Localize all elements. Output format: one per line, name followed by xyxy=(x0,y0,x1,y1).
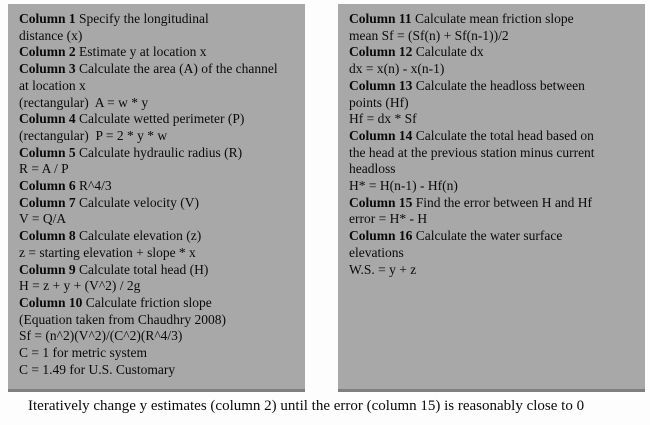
line-text: headloss xyxy=(349,161,396,177)
line-text: (rectangular) P = 2 * y * w xyxy=(19,127,168,143)
line-text: dx = x(n) - x(n-1) xyxy=(349,61,445,77)
line-text: Find the error between H and Hf xyxy=(412,194,592,210)
note-line xyxy=(19,28,297,45)
note-line xyxy=(19,44,297,61)
line-text: Calculate friction slope xyxy=(82,294,212,310)
line-text: Calculate dx xyxy=(412,44,484,60)
column-label: Column 4 xyxy=(19,111,76,127)
line-text: R = A / P xyxy=(19,161,69,177)
note-line xyxy=(19,145,297,162)
note-line xyxy=(349,61,637,78)
line-text: distance (x) xyxy=(19,27,83,43)
note-line xyxy=(19,228,297,245)
column-label: Column 12 xyxy=(349,44,413,60)
line-text: the head at the previous station minus current xyxy=(349,144,595,160)
note-line xyxy=(349,78,637,95)
line-text: Specify the longitudinal xyxy=(75,11,209,26)
column-label: Column 11 xyxy=(349,11,412,26)
line-text: H = z + y + (V^2) / 2g xyxy=(19,278,141,294)
column-label: Column 16 xyxy=(349,228,413,244)
line-text: C = 1 for metric system xyxy=(19,345,147,361)
line-text: at location x xyxy=(19,77,86,93)
column-label: Column 1 xyxy=(19,11,76,26)
note-line xyxy=(19,111,297,128)
line-text: R^4/3 xyxy=(75,178,112,194)
note-line xyxy=(349,262,637,279)
note-line xyxy=(19,211,297,228)
column-label: Column 5 xyxy=(19,144,76,160)
line-text: W.S. = y + z xyxy=(349,261,417,277)
note-line xyxy=(19,161,297,178)
line-text: V = Q/A xyxy=(19,211,67,227)
line-text: Sf = (n^2)(V^2)/(C^2)(R^4/3) xyxy=(19,328,183,344)
line-text: (Equation taken from Chaudhry 2008) xyxy=(19,311,226,327)
line-text: Calculate mean friction slope xyxy=(411,11,574,26)
note-line xyxy=(349,161,637,178)
note-line xyxy=(19,278,297,295)
line-text: H* = H(n-1) - Hf(n) xyxy=(349,178,458,194)
note-line xyxy=(19,61,297,78)
note-line xyxy=(19,245,297,262)
note-line xyxy=(349,211,637,228)
line-text: Calculate elevation (z) xyxy=(75,228,202,244)
note-line xyxy=(19,11,297,28)
line-text: C = 1.49 for U.S. Customary xyxy=(19,361,176,377)
right-notes-panel xyxy=(338,4,645,392)
note-line xyxy=(349,28,637,45)
note-line xyxy=(19,95,297,112)
note-line xyxy=(349,245,637,262)
column-label: Column 3 xyxy=(19,61,76,77)
line-text: Calculate velocity (V) xyxy=(75,194,199,210)
note-line xyxy=(349,128,637,145)
note-line xyxy=(349,95,637,112)
line-text: Calculate the total head based on xyxy=(412,127,594,143)
line-text: z = starting elevation + slope * x xyxy=(19,244,196,260)
column-label: Column 6 xyxy=(19,178,76,194)
column-label: Column 10 xyxy=(19,294,83,310)
column-label: Column 15 xyxy=(349,194,413,210)
note-line xyxy=(19,295,297,312)
note-line xyxy=(19,195,297,212)
note-line xyxy=(349,111,637,128)
note-line xyxy=(19,362,297,379)
line-text: (rectangular) A = w * y xyxy=(19,94,149,110)
line-text: Calculate total head (H) xyxy=(75,261,209,277)
column-label: Column 14 xyxy=(349,127,413,143)
line-text: Hf = dx * Sf xyxy=(349,111,417,127)
note-line xyxy=(349,44,637,61)
column-label: Column 2 xyxy=(19,44,76,60)
line-text: Estimate y at location x xyxy=(75,44,207,60)
line-text: points (Hf) xyxy=(349,94,409,110)
note-line xyxy=(19,345,297,362)
column-label: Column 9 xyxy=(19,261,76,277)
note-line xyxy=(19,78,297,95)
line-text: elevations xyxy=(349,244,404,260)
note-line xyxy=(19,328,297,345)
line-text: Calculate the headloss between xyxy=(412,77,585,93)
note-line xyxy=(19,262,297,279)
note-line xyxy=(349,228,637,245)
column-label: Column 8 xyxy=(19,228,76,244)
line-text: mean Sf = (Sf(n) + Sf(n-1))/2 xyxy=(349,27,509,43)
line-text: Calculate wetted perimeter (P) xyxy=(75,111,245,127)
note-line xyxy=(19,178,297,195)
line-text: Calculate the water surface xyxy=(412,228,563,244)
note-line xyxy=(349,195,637,212)
note-line xyxy=(349,178,637,195)
column-label: Column 13 xyxy=(349,77,413,93)
note-line xyxy=(19,312,297,329)
line-text: Calculate hydraulic radius (R) xyxy=(75,144,243,160)
line-text: error = H* - H xyxy=(349,211,428,227)
line-text: Calculate the area (A) of the channel xyxy=(75,61,278,77)
left-notes-panel xyxy=(8,4,305,392)
note-line xyxy=(19,128,297,145)
footer-caption: Iteratively change y estimates (column 2) until the error (column 15) is reasonably close to 0 xyxy=(28,398,585,414)
note-line xyxy=(349,11,637,28)
column-label: Column 7 xyxy=(19,194,76,210)
note-line xyxy=(349,145,637,162)
